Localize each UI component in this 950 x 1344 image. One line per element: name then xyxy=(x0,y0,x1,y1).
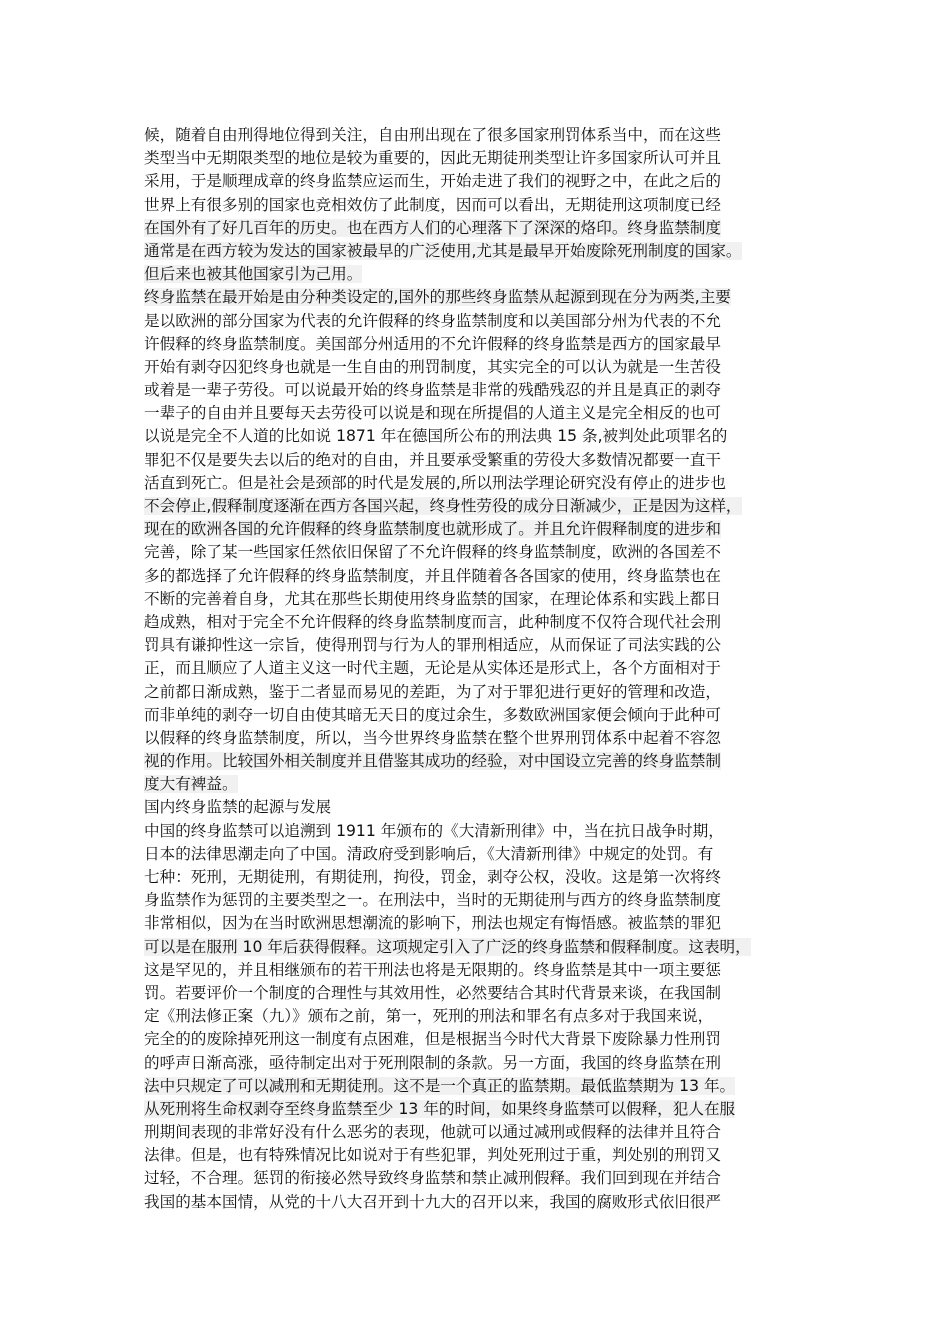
text-line xyxy=(144,379,824,402)
text-line-content: 候，随着自由刑得地位得到关注，自由刑出现在了很多国家刑罚体系当中，而在这些 xyxy=(144,126,721,144)
text-line-content: 通常是在西方较为发达的国家被最早的广泛使用,尤其是最早开始废除死刑制度的国家。 xyxy=(144,241,742,260)
text-line-content: 刑期间表现的非常好没有什么恶劣的表现，他就可以通过减刑或假释的法律并且符合 xyxy=(144,1123,721,1142)
text-line xyxy=(144,820,824,843)
text-line-content: 法中只规定了可以减刑和无期徒刑。这不是一个真正的监禁期。最低监禁期为 13 年。 xyxy=(144,1076,736,1095)
text-line xyxy=(144,588,824,611)
text-line xyxy=(144,240,824,263)
text-line xyxy=(144,889,824,912)
text-line xyxy=(144,959,824,982)
text-line-content: 可以是在服刑 10 年后获得假释。这项规定引入了广泛的终身监禁和假释制度。这表明， xyxy=(144,937,751,956)
text-line xyxy=(144,657,824,680)
text-line xyxy=(144,1052,824,1075)
text-line xyxy=(144,1167,824,1190)
text-line xyxy=(144,727,824,750)
text-line-content: 视的作用。比较国外相关制度并且借鉴其成功的经验，对中国设立完善的终身监禁制 xyxy=(144,752,721,771)
text-line-content: 类型当中无期限类型的地位是较为重要的，因此无期徒刑类型让许多国家所认可并且 xyxy=(144,149,721,168)
text-line-content: 我国的基本国情，从党的十八大召开到十九大的召开以来，我国的腐败形式依旧很严 xyxy=(144,1192,721,1211)
text-line xyxy=(144,402,824,425)
text-line xyxy=(144,611,824,634)
text-line-content: 或着是一辈子劳役。可以说最开始的终身监禁是非常的残酷残忍的并且是真正的剥夺 xyxy=(144,381,721,400)
text-line-content: 在国外有了好几百年的历史。也在西方人们的心理落下了深深的烙印。终身监禁制度 xyxy=(144,218,721,237)
text-line xyxy=(144,1028,824,1051)
text-line-content: 终身监禁在最开始是由分种类设定的,国外的那些终身监禁从起源到现在分为两类,主要 xyxy=(144,288,731,307)
text-line-content: 不断的完善着自身，尤其在那些长期使用终身监禁的国家，在理论体系和实践上都日 xyxy=(144,589,721,608)
text-line-content: 这是罕见的，并且相继颁布的若干刑法也将是无限期的。终身监禁是其中一项主要惩 xyxy=(144,960,721,979)
text-line-content: 现在的欧洲各国的允许假释的终身监禁制度也就形成了。并且允许假释制度的进步和 xyxy=(144,520,721,539)
text-line-content: 定《刑法修正案（九）》颁布之前，第一，死刑的刑法和罪名有点多对于我国来说， xyxy=(144,1007,714,1026)
text-line xyxy=(144,263,824,286)
text-line-content: 采用，于是顺理成章的终身监禁应运而生，开始走进了我们的视野之中，在此之后的 xyxy=(144,172,721,191)
text-line xyxy=(144,170,824,193)
text-line xyxy=(144,541,824,564)
text-line-content: 完全的的废除掉死刑这一制度有点困难，但是根据当今时代大背景下废除暴力性刑罚 xyxy=(144,1030,721,1049)
section-heading xyxy=(144,796,824,819)
text-line-content: 趋成熟，相对于完全不允许假释的终身监禁制度而言，此种制度不仅符合现代社会刑 xyxy=(144,612,721,631)
text-line-content: 不会停止,假释制度逐渐在西方各国兴起，终身性劳役的成分日渐减少，正是因为这样， xyxy=(144,497,742,515)
section-heading-text: 国内终身监禁的起源与发展 xyxy=(144,798,332,817)
text-line xyxy=(144,773,824,796)
text-line xyxy=(144,472,824,495)
text-line-content: 而非单纯的剥夺一切自由使其暗无天日的度过余生，多数欧洲国家便会倾向于此种可 xyxy=(144,705,721,724)
text-line xyxy=(144,356,824,379)
text-line xyxy=(144,704,824,727)
text-line-content: 非常相似，因为在当时欧洲思想潮流的影响下，刑法也规定有悔悟感。被监禁的罪犯 xyxy=(144,914,721,933)
text-line xyxy=(144,681,824,704)
text-line xyxy=(144,866,824,889)
text-line-content: 世界上有很多别的国家也竞相效仿了此制度，因而可以看出，无期徒刑这项制度已经 xyxy=(144,195,721,214)
text-line-content: 正，而且顺应了人道主义这一时代主题，无论是从实体还是形式上，各个方面相对于 xyxy=(144,659,721,678)
text-line xyxy=(144,194,824,217)
text-line-content: 身监禁作为惩罚的主要类型之一。在刑法中，当时的无期徒刑与西方的终身监禁制度 xyxy=(144,891,721,910)
text-line-content: 许假释的终身监禁制度。美国部分州适用的不允许假释的终身监禁是西方的国家最早 xyxy=(144,334,721,353)
text-line xyxy=(144,495,824,518)
text-line xyxy=(144,1075,824,1098)
text-line-content: 罚具有谦抑性这一宗旨，使得刑罚与行为人的罪刑相适应，从而保证了司法实践的公 xyxy=(144,636,721,655)
text-line-content: 罚。若要评价一个制度的合理性与其效用性，必然要结合其时代背景来谈，在我国制 xyxy=(144,983,721,1002)
text-line xyxy=(144,1005,824,1028)
text-line-content: 但后来也被其他国家引为己用。 xyxy=(144,265,363,284)
text-line xyxy=(144,1191,824,1214)
text-line xyxy=(144,982,824,1005)
text-line-content: 多的都选择了允许假释的终身监禁制度，并且伴随着各各国家的使用，终身监禁也在 xyxy=(144,566,721,585)
text-line-content: 法律。但是，也有特殊情况比如说对于有些犯罪，判处死刑过于重，判处别的刑罚又 xyxy=(144,1146,721,1165)
text-line-content: 开始有剥夺囚犯终身也就是一生自由的刑罚制度，其实完全的可以认为就是一生苦役 xyxy=(144,357,721,376)
text-line xyxy=(144,1144,824,1167)
text-line xyxy=(144,124,824,147)
text-line-content: 一辈子的自由并且要每天去劳役可以说是和现在所提倡的人道主义是完全相反的也可 xyxy=(144,404,721,423)
text-line xyxy=(144,147,824,170)
text-line-content: 活直到死亡。但是社会是颈部的时代是发展的,所以刑法学理论研究没有停止的进步也 xyxy=(144,473,726,492)
document-body xyxy=(144,124,824,1214)
text-line xyxy=(144,936,824,959)
text-line xyxy=(144,750,824,773)
text-line-content: 从死刑将生命权剥夺至终身监禁至少 13 年的时间，如果终身监禁可以假释，犯人在服 xyxy=(144,1099,736,1118)
text-line-content: 日本的法律思潮走向了中国。清政府受到影响后，《大清新刑律》中规定的处罚。有 xyxy=(144,844,714,863)
text-line-content: 以说是完全不人道的比如说 1871 年在德国所公布的刑法典 15 条,被判处此项罪名的 xyxy=(144,427,728,446)
text-line-content: 是以欧洲的部分国家为代表的允许假释的终身监禁制度和以美国部分州为代表的不允 xyxy=(144,311,721,330)
text-line xyxy=(144,425,824,448)
text-line-content: 之前都日渐成熟，鉴于二者显而易见的差距，为了对于罪犯进行更好的管理和改造， xyxy=(144,682,721,701)
text-line-content: 度大有裨益。 xyxy=(144,775,238,794)
text-line-content: 罪犯不仅是要失去以后的绝对的自由，并且要承受繁重的劳役大多数情况都要一直干 xyxy=(144,450,721,469)
text-line xyxy=(144,565,824,588)
text-line xyxy=(144,843,824,866)
text-line-content: 以假释的终身监禁制度，所以，当今世界终身监禁在整个世界刑罚体系中起着不容忽 xyxy=(144,728,721,747)
text-line-content: 的呼声日渐高涨，亟待制定出对于死刑限制的条款。另一方面，我国的终身监禁在刑 xyxy=(144,1053,721,1072)
text-line-content: 中国的终身监禁可以追溯到 1911 年颁布的《大清新刑律》中，当在抗日战争时期， xyxy=(144,821,724,840)
text-line xyxy=(144,217,824,240)
text-line xyxy=(144,518,824,541)
text-line xyxy=(144,449,824,472)
text-line xyxy=(144,333,824,356)
text-line xyxy=(144,310,824,333)
text-line-content: 完善，除了某一些国家任然依旧保留了不允许假释的终身监禁制度，欧洲的各国差不 xyxy=(144,543,721,562)
text-line-content: 七种：死刑，无期徒刑，有期徒刑，拘役，罚金，剥夺公权，没收。这是第一次将终 xyxy=(144,868,721,886)
text-line xyxy=(144,1121,824,1144)
text-line xyxy=(144,634,824,657)
text-line xyxy=(144,912,824,935)
text-line xyxy=(144,286,824,309)
text-line-content: 过轻，不合理。惩罚的衔接必然导致终身监禁和禁止减刑假释。我们回到现在并结合 xyxy=(144,1169,721,1188)
text-line xyxy=(144,1098,824,1121)
